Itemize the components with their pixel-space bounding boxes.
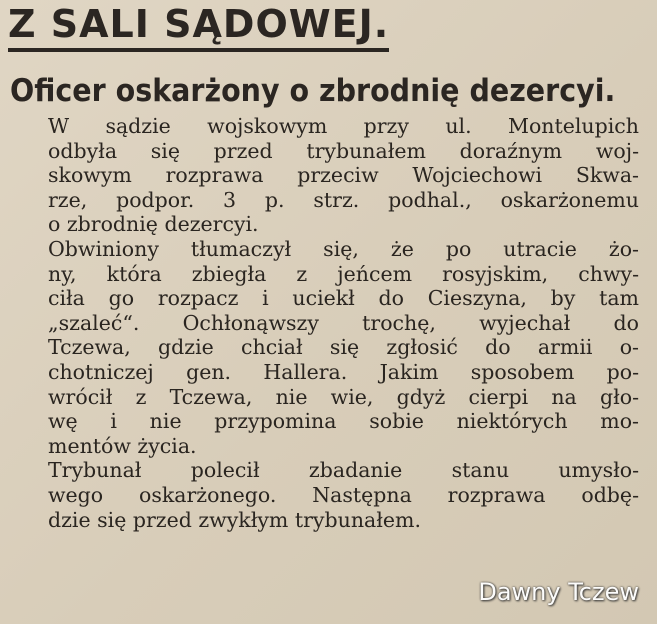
text-line: Tczewa, gdzie chciał się zgłosić do armii o- xyxy=(48,335,639,360)
text-line: chotniczej gen. Hallera. Jakim sposobem po- xyxy=(48,359,639,384)
paragraph-2 xyxy=(24,237,639,458)
text-line: wego oskarżonego. Następna rozprawa odbę- xyxy=(48,482,639,507)
text-line: dzie się przed zwykłym trybunałem. xyxy=(48,507,421,532)
watermark: Dawny Tczew xyxy=(478,578,639,606)
text-line: wę i nie przypomina sobie niektórych mo- xyxy=(48,409,639,434)
section-header: Z SALI SĄDOWEJ. xyxy=(8,2,389,52)
text-line: o zbrodnię dezercyi. xyxy=(48,212,259,237)
text-line: mentów życia. xyxy=(48,433,197,458)
text-line: wrócił z Tczewa, nie wie, gdyż cierpi na gło- xyxy=(48,384,639,409)
text-line: „szaleć“. Ochłonąwszy trochę, wyjechał do xyxy=(48,310,639,335)
text-line: skowym rozprawa przeciw Wojciechowi Skwa- xyxy=(48,163,639,188)
paragraph-3 xyxy=(24,458,639,532)
text-line: ny, która zbiegła z jeńcem rosyjskim, chwy- xyxy=(48,261,639,286)
text-line: W sądzie wojskowym przy ul. Montelupich xyxy=(48,114,639,138)
paragraph-1 xyxy=(24,114,639,237)
article-headline: Oficer oskarżony o zbrodnię dezercyi. xyxy=(10,73,616,109)
text-line: ciła go rozpacz i uciekł do Cieszyna, by tam xyxy=(48,286,639,311)
text-line: Trybunał polecił zbadanie stanu umysło- xyxy=(48,458,639,483)
text-line: odbyła się przed trybunałem doraźnym woj- xyxy=(48,138,639,163)
article-body xyxy=(24,114,639,532)
text-line: rze, podpor. 3 p. strz. podhal., oskarżonemu xyxy=(48,187,639,212)
text-line: Obwiniony tłumaczył się, że po utracie żo- xyxy=(48,236,639,261)
